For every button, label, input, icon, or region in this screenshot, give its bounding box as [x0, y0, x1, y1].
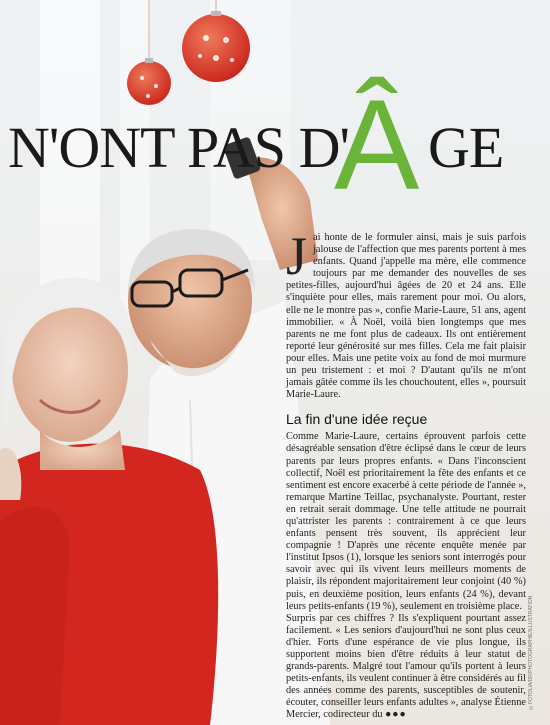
intro-text: ai honte de le formuler ainsi, mais je suis parfois jalouse de l'affection que mes parents portent à mes enfants. Quand j'appelle ma mère, elle commence toujours par me demander des nouvelles de ses petites-filles, aujourd'hui âgées de 20 et 24 ans. Elle s'inquiète pour elles, mais rarement pour moi. Ou alors, elle ne le montre pas », confie Marie-Laure, 51 ans, agent immobilier. « À Noël, voilà bien longtemps que mes parents ne me font plus de cadeaux. Ils ont entièrement reporté leur générosité sur mes filles. Cela me fait plaisir pour elles. Mais une petite voix au fond de moi murmure un peu tristement : et moi ? D'autant qu'ils ne m'ont jamais gâtée comme ils les chouchoutent, elles », poursuit Marie-Laure. — [286, 232, 526, 401]
headline-part-1: N'ONT PAS D' — [8, 115, 349, 180]
section-title: La fin d'une idée reçue — [286, 411, 428, 428]
drop-cap: J — [286, 226, 308, 286]
section-paragraph-2 — [286, 613, 526, 722]
headline-part-2: GE — [428, 115, 504, 180]
section-paragraph-1: Comme Marie-Laure, certains éprouvent parfois cette désagréable sensation d'être éclipsé dans le cœur de leurs parents par leurs propres enfants. « Dans l'inconscient collectif, Noël est prioritairement la fête des enfants et ce sentiment est encore exacerbé à cette période de l'année », remarque Martine Teillac, psychanalyste. Pourtant, rester en retrait serait dommage. Une telle attitude ne pourrait qu'attrister les parents : contrairement à ce que leurs enfants pensent très souvent, ils apprécient leur compagnie ! D'après une récente enquête menée par l'institut Ipsos (1), lorsque les seniors sont interrogés pour savoir avec qui ils vivent leurs meilleurs moments de plaisir, ils répondent majoritairement leur conjoint (40 %) puis, en deuxième position, leurs enfants (24 %), devant leurs petits-enfants (19 %), seulement en troisième place. — [286, 431, 526, 612]
continued-marker: ●●● — [385, 709, 407, 721]
article-body — [286, 226, 526, 722]
ornament-large — [182, 14, 250, 82]
headline-big-letter: Â — [334, 74, 420, 217]
photo-credit: ©FOTOLIA/DR/PHOTOGRAPHIE/ILLUSTRATION — [528, 595, 534, 710]
intro-paragraph — [286, 226, 526, 401]
section-paragraph-2-text: Surpris par ces chiffres ? Ils s'expliquent pourtant assez facilement. « Les seniors d'aujourd'hui ne sont plus ceux d'hier. Forts d'une espérance de vie plus longue, ils supportent moins bien d'être réduits à leur statut de grands-parents. Malgré tout l'amour qu'ils portent à leurs petits-enfants, ils veulent continuer à être considérés au fil des années comme des parents, susceptibles de soutenir, écouter, conseiller leurs enfants adultes », analyse Étienne Mercier, codirecteur du — [286, 612, 526, 721]
headline — [8, 74, 548, 217]
